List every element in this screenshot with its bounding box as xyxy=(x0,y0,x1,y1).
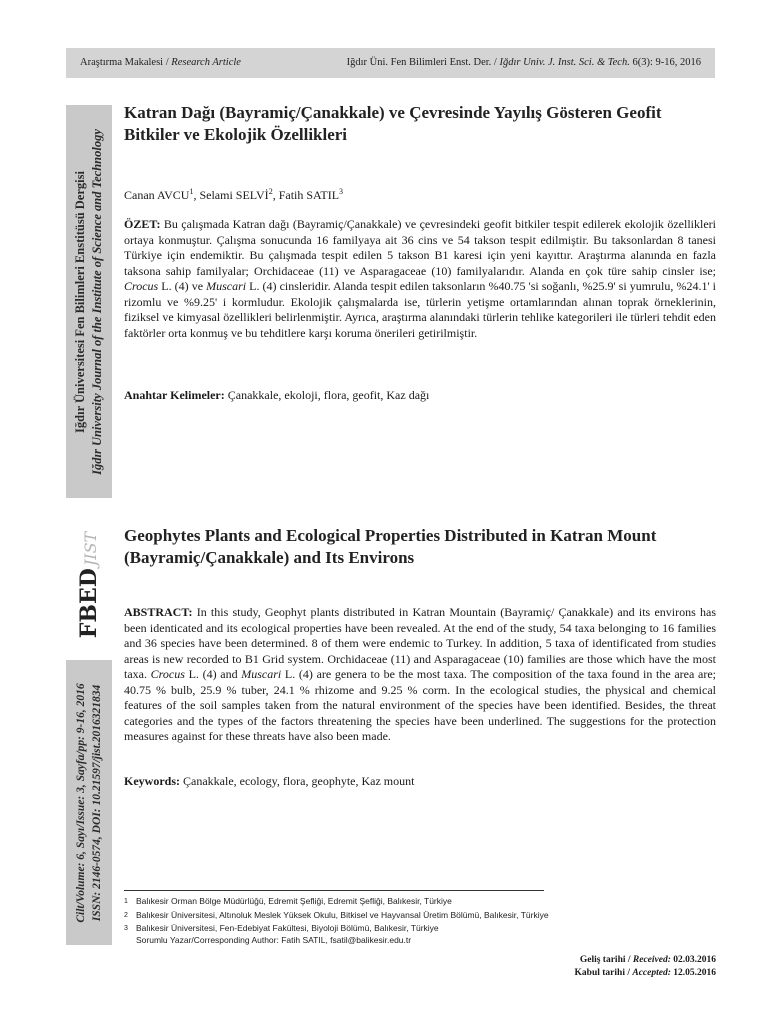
footnote-text: Balıkesir Orman Bölge Müdürlüğü, Edremit Şefliği, Edremit Şefliği, Balıkesir, Türkiye xyxy=(136,896,452,906)
abstract-en-text: In this study, Geophyt plants distributed in Katran Mountain (Bayramiç/ Çanakkale) and its environs has been identicated and its ecological properties have been revealed. At the end of the study, 54 taxa belonging to 16 families and 36 species have been determined. 8 of them were endemic to Turkey. In addition, 5 taxa of identificated from studies areas is new recorded to B1 Grid system. Orchidaceae (11) and Asparagaceae (10) families are those which have the most taxa. xyxy=(124,605,716,681)
footnote-text: Balıkesir Üniversitesi, Altınoluk Meslek Yüksek Okulu, Bitkisel ve Hayvansal Üretim Bölümü, Balıkesir, Türkiye xyxy=(136,909,549,920)
footnote-2 xyxy=(124,910,716,922)
journal-issue: 6(3): 9-16, 2016 xyxy=(629,57,701,68)
footnote-number: 2 xyxy=(124,911,128,919)
abstract-english xyxy=(124,605,716,745)
sidebar-journal-tr: Iğdır Üniversitesi Fen Bilimleri Enstitüsü Dergisi xyxy=(73,170,87,433)
footnote-3 xyxy=(124,923,716,935)
genus-crocus: Crocus xyxy=(150,667,185,681)
author-list xyxy=(124,187,716,203)
submission-dates xyxy=(575,954,716,980)
logo-main-text: FBED xyxy=(76,568,102,639)
footnote-text: Balıkesir Üniversitesi, Fen-Edebiyat Fakültesi, Biyoloji Bölümü, Balıkesir, Türkiye xyxy=(136,923,439,933)
article-type-tr: Araştırma Makalesi xyxy=(80,57,164,68)
received-label-en: Received: xyxy=(632,955,671,965)
received-label-tr: Geliş tarihi xyxy=(579,955,626,965)
abstract-en-label: ABSTRACT: xyxy=(124,605,193,619)
logo-text xyxy=(76,532,102,638)
citation-vertical xyxy=(73,683,105,922)
footnote-divider xyxy=(124,890,544,891)
article-type-sep: / xyxy=(163,57,172,68)
date-sep: / xyxy=(624,968,633,978)
keywords-tr-label: Anahtar Kelimeler: xyxy=(124,388,225,402)
author-1: Canan AVCU xyxy=(124,188,190,202)
author-3: Fatih SATIL xyxy=(278,188,340,202)
received-date xyxy=(575,954,716,967)
author-3-affil: 3 xyxy=(339,187,344,196)
abstract-en-text: L. (4) are genera to be the most taxa. The composition of the taxa found in the area are; 40.75 % bulb, 25.9 % tuber, 24.1 % rhizome and 9.25 % corm. In the ecological studies, the physical and chemical features of the soil samples taken from the natural environment of the species have been identified. Besides, the threat categories and the types of the factors threatening the species have been underlined. The suggestions for the protection measures against for these threats have also been made. xyxy=(124,667,716,743)
accepted-label-en: Accepted: xyxy=(632,968,671,978)
journal-name-tr: Iğdır Üni. Fen Bilimleri Enst. Der. xyxy=(346,57,492,68)
footnote-1 xyxy=(124,896,716,908)
journal-logo xyxy=(68,531,110,639)
journal-name-vertical xyxy=(72,129,106,475)
accepted-label-tr: Kabul tarihi xyxy=(574,968,625,978)
author-sep: , xyxy=(193,188,200,202)
abstract-tr-label: ÖZET: xyxy=(124,217,161,231)
abstract-tr-text: L. (4) ve xyxy=(158,279,207,293)
accepted-date xyxy=(575,967,716,980)
abstract-tr-text: L. (4) cinsleridir. Alanda tespit edilen taksonların %40.75 'si soğanlı, %25.9' si yumrulu, %24.1' i rizomlu ve %9.25' i kormludur. Ekolojik çalışmalarda ise, türlerin yetişme ortamlarından alınan toprak örneklerinin, fiziksel ve kimyasal özellikleri belirlenmiştir. Ayrıca, araştırma alanındaki türlerin tehlike kategorileri ile türleri tehdit eden faktörler orta konmuş ve bu tehditlere karşı koruma önerileri getirilmiştir. xyxy=(124,279,716,340)
keywords-english xyxy=(124,774,716,789)
article-type-en: Research Article xyxy=(171,57,241,68)
title-turkish: Katran Dağı (Bayramiç/Çanakkale) ve Çevresinde Yayılış Gösteren Geofit Bitkiler ve Ekolojik Özellikleri xyxy=(124,103,662,144)
keywords-turkish xyxy=(124,388,716,403)
citation-sidebar xyxy=(66,660,112,945)
citation-issn-doi: ISSN: 2146-0574, DOI: 10.21597/jist.2016321834 xyxy=(91,684,103,921)
sidebar-journal-en: Iğdır University Journal of the Institute of Science and Technology xyxy=(90,128,104,475)
footnotes xyxy=(124,896,716,946)
citation-volume: Cilt/Volume: 6, Sayı/Issue: 3, Sayfa/pp: 9-16, 2016 xyxy=(75,682,87,923)
running-header xyxy=(66,48,715,78)
genus-crocus: Crocus xyxy=(124,279,159,293)
keywords-en-label: Keywords: xyxy=(124,774,180,788)
accepted-value: 12.05.2016 xyxy=(670,968,716,978)
abstract-tr-text: Bu çalışmada Katran dağı (Bayramiç/Çanakkale) ve çevresindeki geofit bitkiler tespit edilerek ekolojik özellikleri ortaya konmuştur. Çalışma sonucunda 16 familyaya ait 36 cins ve 54 takson tespit edilmiştir. Bu taksonlardan 8 tanesi Türkiye için endemiktir. Bu çalışmada tespit edilen 5 takson B1 karesi için yeni kayıttır. Araştırma alanında en fazla taksona sahip familyalar; Orchidaceae (11) ve Asparagaceae (10) familyalarıdır. Alanda en çok türe sahip cinsler ise; xyxy=(124,217,716,278)
footnote-number: 1 xyxy=(124,898,128,905)
logo-sub-text: JIST xyxy=(81,531,100,567)
author-2: Selami SELVİ xyxy=(199,188,269,202)
journal-name-sidebar xyxy=(66,105,112,498)
abstract-en-text: L. (4) and xyxy=(184,667,242,681)
journal-name-en: Iğdır Univ. J. Inst. Sci. & Tech. xyxy=(499,57,630,68)
date-sep: / xyxy=(625,955,633,965)
corresponding-author xyxy=(124,935,716,947)
received-value: 02.03.2016 xyxy=(670,955,716,965)
author-sep: , xyxy=(272,188,279,202)
abstract-turkish xyxy=(124,217,716,341)
title-english: Geophytes Plants and Ecological Properties Distributed in Katran Mount (Bayramiç/Çanakkale) and Its Environs xyxy=(124,526,657,567)
article-type xyxy=(80,57,241,68)
author-1-affil: 1 xyxy=(189,187,194,196)
footnote-number: 3 xyxy=(124,925,128,932)
genus-muscari: Muscari xyxy=(206,279,247,293)
corresponding-author-text: Sorumlu Yazar/Corresponding Author: Fatih SATIL, fsatil@balikesir.edu.tr xyxy=(136,934,412,945)
author-2-affil: 2 xyxy=(268,187,273,196)
journal-citation xyxy=(347,57,701,68)
keywords-tr-text: Çanakkale, ekoloji, flora, geofit, Kaz dağı xyxy=(224,388,430,402)
genus-muscari: Muscari xyxy=(241,667,282,681)
journal-sep: / xyxy=(491,57,500,68)
keywords-en-text: Çanakkale, ecology, flora, geophyte, Kaz mount xyxy=(180,774,415,788)
